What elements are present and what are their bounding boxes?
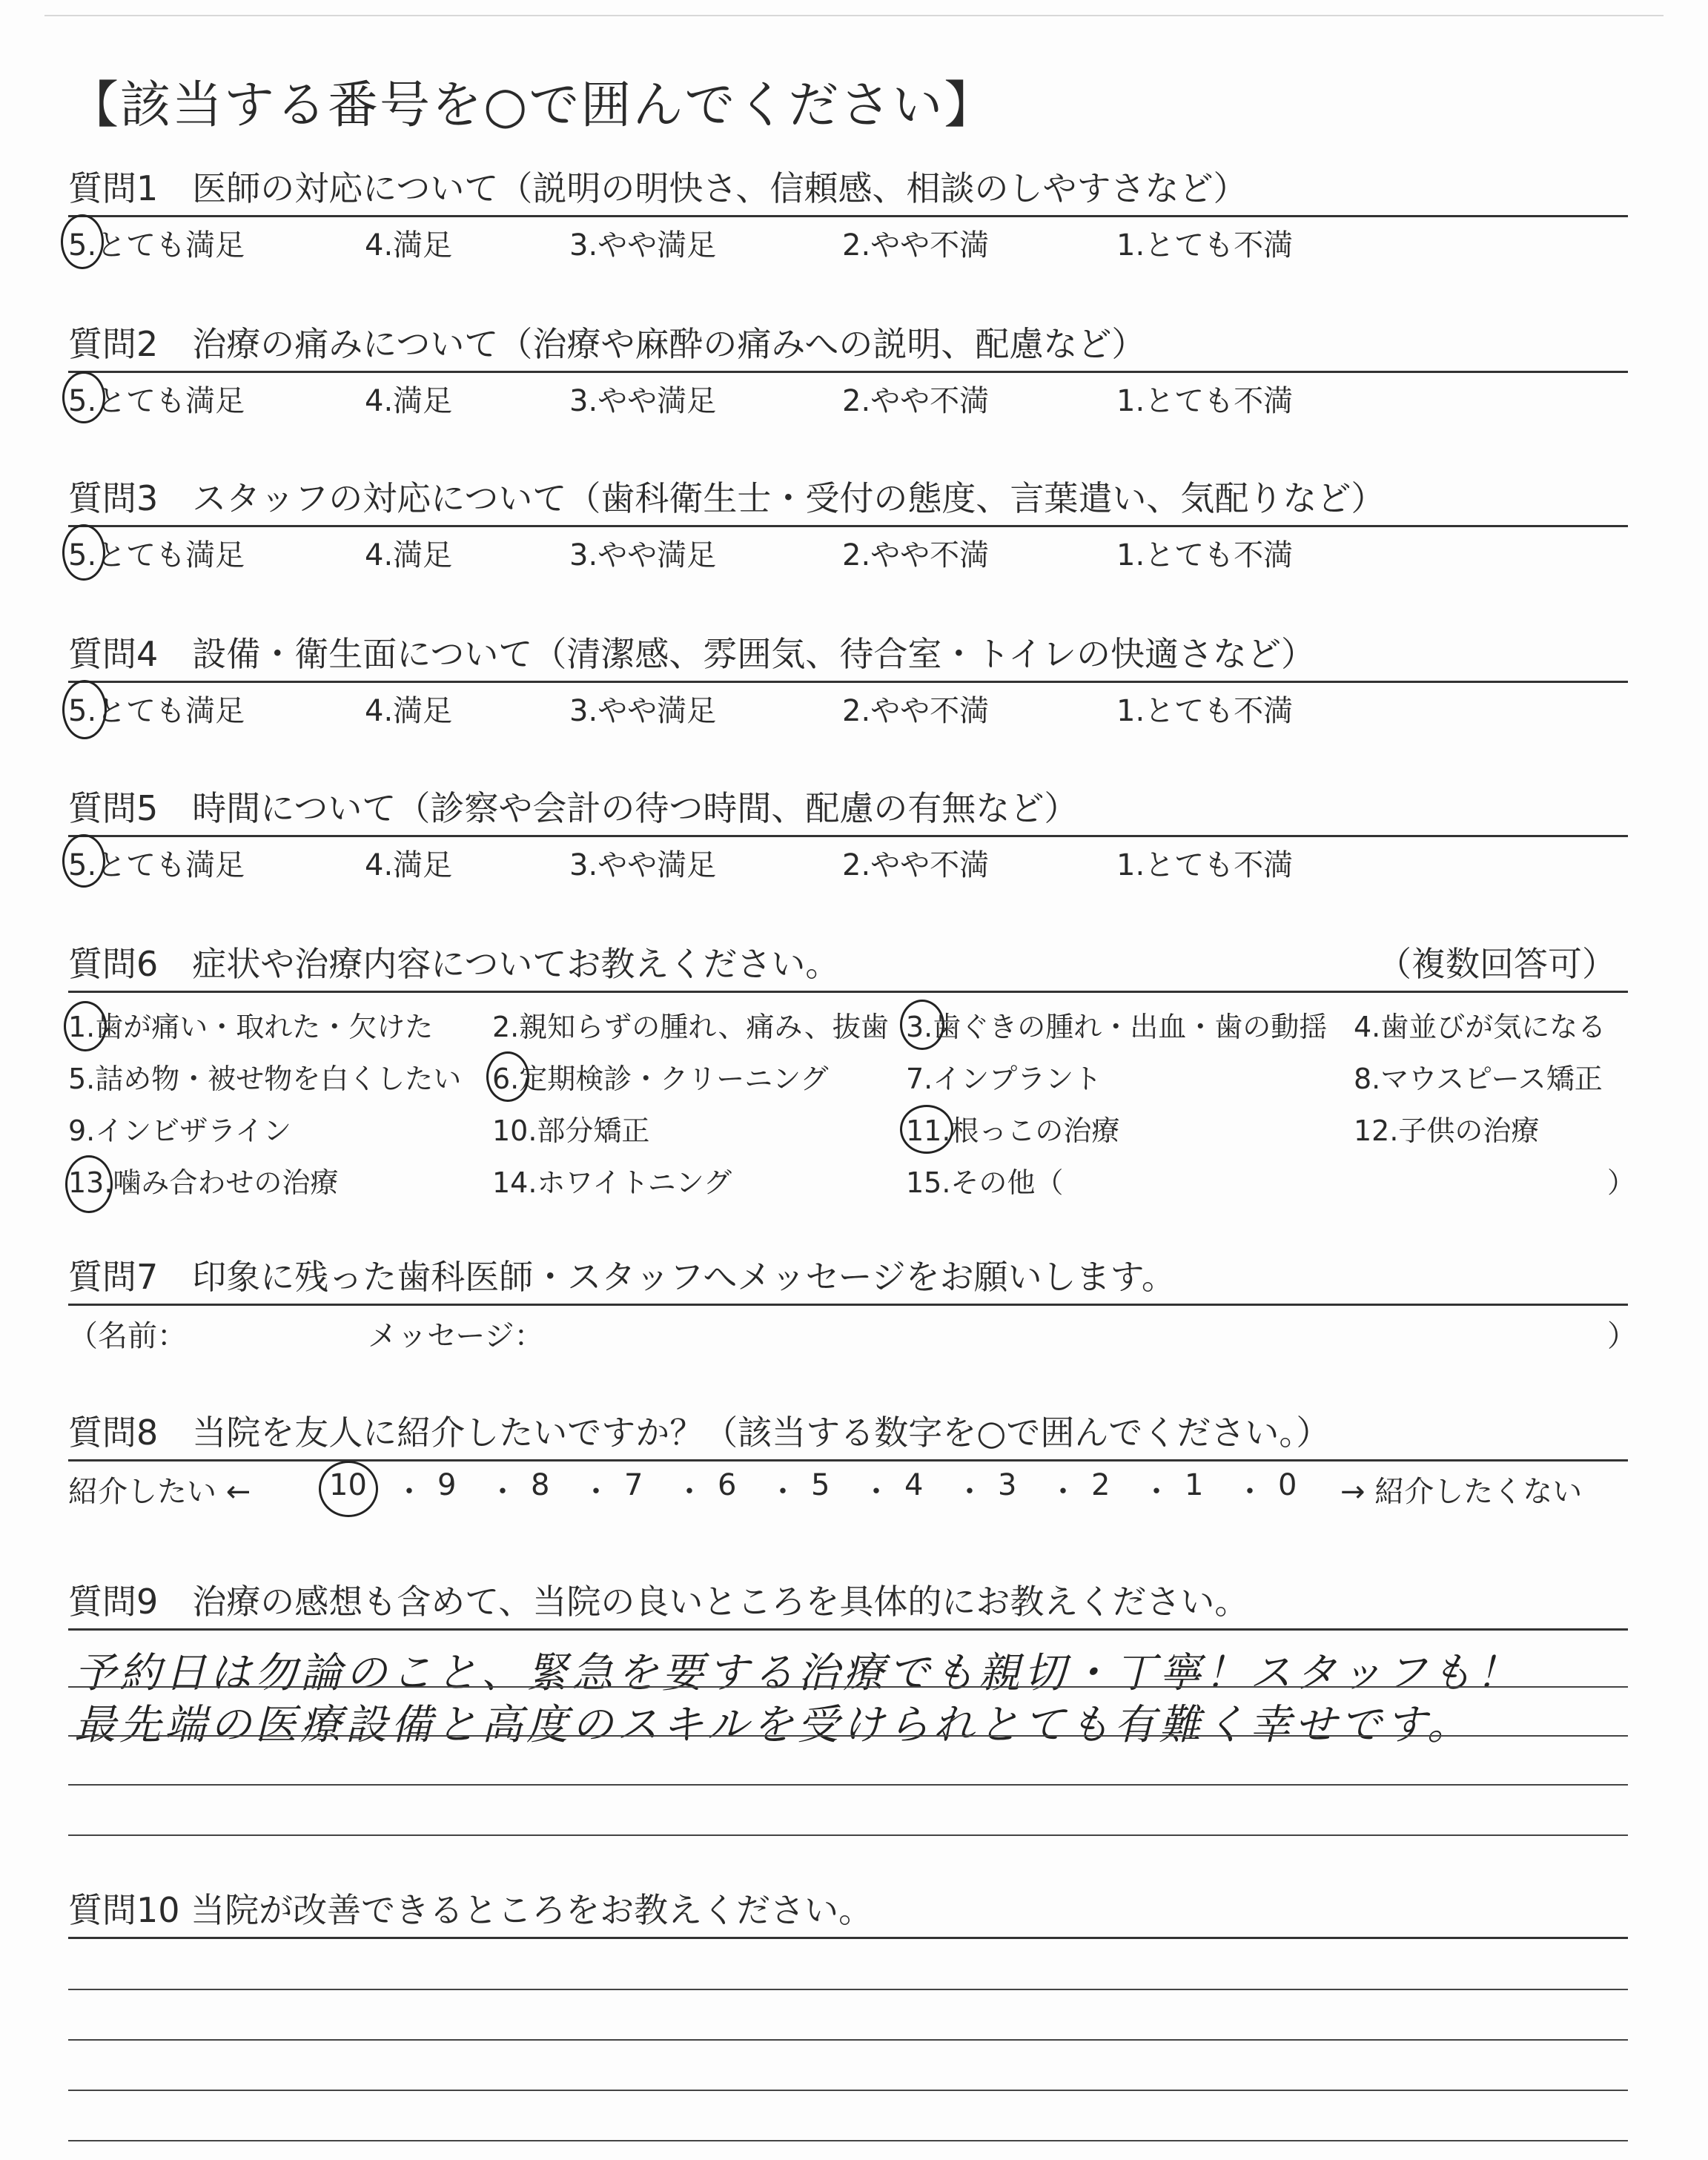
symptom-4[interactable]: 4.歯並びが気になる — [1354, 1011, 1606, 1043]
option-1[interactable]: 1.とても不満 — [1116, 848, 1294, 882]
selection-circle-3 — [900, 1000, 944, 1050]
scale-left-label: 紹介したい ← — [68, 1475, 251, 1509]
question-1 — [68, 162, 1628, 268]
symptom-15-closing-paren: ） — [1607, 1166, 1636, 1199]
scale-value-4[interactable]: 4 — [904, 1468, 924, 1502]
answer-line — [68, 1686, 1628, 1688]
scale-value-9[interactable]: 9 — [437, 1468, 457, 1502]
question-5 — [68, 782, 1628, 888]
symptom-11[interactable]: 11.根っこの治療 — [906, 1114, 1120, 1147]
question-7-rule — [68, 1304, 1628, 1306]
question-9-rule — [68, 1628, 1628, 1631]
option-5[interactable]: 5.とても満足 — [68, 538, 245, 572]
question-10-title: 質問10 当院が改善できるところをお教えください。 — [68, 1890, 873, 1930]
answer-line — [68, 2039, 1628, 2041]
question-8 — [68, 1406, 1628, 1462]
selection-circle-13 — [65, 1155, 113, 1213]
question-6-title-text: 質問6 症状や治療内容についてお教えください。 — [68, 944, 840, 984]
symptom-13[interactable]: 13.噛み合わせの治療 — [68, 1166, 339, 1199]
option-1[interactable]: 1.とても不満 — [1116, 228, 1294, 262]
question-5-title: 質問5 時間について（診察や会計の待つ時間、配慮の有無など） — [68, 788, 1079, 828]
scale-separator: ・ — [1235, 1475, 1265, 1509]
question-10 — [68, 1883, 1628, 1939]
question-9 — [68, 1575, 1628, 1631]
question-5-options — [68, 837, 1628, 888]
scale-value-8[interactable]: 8 — [531, 1468, 550, 1502]
question-2-title: 質問2 治療の痛みについて（治療や麻酔の痛みへの説明、配慮など） — [68, 324, 1146, 364]
option-4[interactable]: 4.満足 — [365, 228, 453, 262]
selection-circle — [62, 524, 105, 581]
option-1[interactable]: 1.とても不満 — [1116, 538, 1294, 572]
option-2[interactable]: 2.やや不満 — [842, 848, 990, 882]
scale-separator: ・ — [1048, 1475, 1078, 1509]
selection-circle-10 — [319, 1461, 378, 1517]
option-3[interactable]: 3.やや満足 — [569, 538, 717, 572]
question-8-title: 質問8 当院を友人に紹介したいですか？（該当する数字を○で囲んでください。） — [68, 1413, 1331, 1453]
answer-line — [68, 1735, 1628, 1737]
form-title: 【該当する番号を○で囲んでください】 — [68, 76, 996, 135]
question-7-title: 質問7 印象に残った歯科医師・スタッフへメッセージをお願いします。 — [68, 1257, 1176, 1297]
symptom-10[interactable]: 10.部分矯正 — [492, 1114, 650, 1147]
option-3[interactable]: 3.やや満足 — [569, 694, 717, 728]
question-9-title: 質問9 治療の感想も含めて、当院の良いところを具体的にお教えください。 — [68, 1582, 1249, 1622]
selection-circle-6 — [486, 1051, 529, 1102]
question-1-title: 質問1 医師の対応について（説明の明快さ、信頼感、相談のしやすさなど） — [68, 168, 1248, 208]
scale-right-label: → 紹介したくない — [1340, 1475, 1583, 1509]
symptom-2[interactable]: 2.親知らずの腫れ、痛み、抜歯 — [492, 1011, 889, 1043]
question-6-note: （複数回答可） — [1377, 944, 1616, 984]
question-8-rule — [68, 1459, 1628, 1462]
option-1[interactable]: 1.とても不満 — [1116, 384, 1294, 418]
message-closing-paren: ） — [1607, 1319, 1637, 1353]
symptom-7[interactable]: 7.インプラント — [906, 1063, 1102, 1095]
selection-circle — [61, 214, 104, 269]
scale-value-5[interactable]: 5 — [811, 1468, 830, 1502]
question-1-options — [68, 217, 1628, 268]
symptom-14[interactable]: 14.ホワイトニング — [492, 1166, 732, 1199]
question-2-options — [68, 373, 1628, 423]
option-2[interactable]: 2.やや不満 — [842, 694, 990, 728]
symptom-12[interactable]: 12.子供の治療 — [1354, 1114, 1540, 1147]
scale-value-0[interactable]: 0 — [1278, 1468, 1297, 1502]
question-6-title — [68, 937, 1628, 991]
selection-circle-11 — [900, 1105, 953, 1154]
question-3 — [68, 472, 1628, 578]
option-3[interactable]: 3.やや満足 — [569, 228, 717, 262]
option-2[interactable]: 2.やや不満 — [842, 538, 990, 572]
option-4[interactable]: 4.満足 — [365, 848, 453, 882]
option-3[interactable]: 3.やや満足 — [569, 848, 717, 882]
selection-circle-1 — [64, 1001, 107, 1051]
scale-value-6[interactable]: 6 — [718, 1468, 737, 1502]
scale-value-2[interactable]: 2 — [1091, 1468, 1110, 1502]
option-4[interactable]: 4.満足 — [365, 694, 453, 728]
symptom-5[interactable]: 5.詰め物・被せ物を白くしたい — [68, 1063, 462, 1095]
question-6 — [68, 937, 1628, 993]
scale-separator: ・ — [581, 1475, 611, 1509]
option-2[interactable]: 2.やや不満 — [842, 228, 990, 262]
scale-separator: ・ — [1142, 1475, 1171, 1509]
scale-separator: ・ — [768, 1475, 798, 1509]
question-4 — [68, 627, 1628, 733]
scale-separator: ・ — [675, 1475, 704, 1509]
scale-separator: ・ — [861, 1475, 891, 1509]
option-1[interactable]: 1.とても不満 — [1116, 694, 1294, 728]
option-5[interactable]: 5.とても満足 — [68, 848, 245, 882]
top-edge-line — [44, 15, 1664, 16]
answer-line — [68, 1989, 1628, 1990]
selection-circle — [62, 680, 107, 739]
answer-line — [68, 1784, 1628, 1786]
symptom-1[interactable]: 1.歯が痛い・取れた・欠けた — [68, 1011, 434, 1043]
scale-separator: ・ — [394, 1475, 424, 1509]
question-7 — [68, 1250, 1628, 1306]
symptom-3[interactable]: 3.歯ぐきの腫れ・出血・歯の動揺 — [906, 1011, 1328, 1043]
selection-circle — [62, 371, 105, 423]
handwritten-answer-line-2: 最先端の医療設備と高度のスキルを受けられとても有難く幸せです。 — [74, 1701, 1472, 1749]
scale-value-10[interactable]: 10 — [329, 1468, 367, 1502]
scale-value-7[interactable]: 7 — [624, 1468, 643, 1502]
symptom-9[interactable]: 9.インビザライン — [68, 1114, 292, 1147]
option-5[interactable]: 5.とても満足 — [68, 694, 245, 728]
scale-value-1[interactable]: 1 — [1185, 1468, 1204, 1502]
scale-value-3[interactable]: 3 — [998, 1468, 1017, 1502]
option-2[interactable]: 2.やや不満 — [842, 384, 990, 418]
scale-separator: ・ — [488, 1475, 517, 1509]
symptom-15[interactable]: 15.その他（ — [906, 1166, 1064, 1199]
name-label: （名前： — [68, 1319, 187, 1353]
question-4-options — [68, 683, 1628, 733]
selection-circle — [62, 834, 105, 888]
question-3-title: 質問3 スタッフの対応について（歯科衛生士・受付の態度、言葉遣い、気配りなど） — [68, 478, 1386, 518]
option-4[interactable]: 4.満足 — [365, 538, 453, 572]
question-6-rule — [68, 991, 1628, 993]
message-label: メッセージ： — [368, 1319, 544, 1353]
scale-separator: ・ — [955, 1475, 984, 1509]
symptom-6[interactable]: 6.定期検診・クリーニング — [492, 1063, 829, 1095]
answer-line — [68, 2140, 1628, 2141]
handwritten-answer-line-1: 予約日は勿論のこと、緊急を要する治療でも親切・丁寧！スタッフも！ — [74, 1649, 1521, 1697]
symptom-8[interactable]: 8.マウスピース矯正 — [1354, 1063, 1603, 1095]
referral-scale — [68, 1468, 1628, 1513]
answer-line — [68, 1834, 1628, 1836]
question-2 — [68, 317, 1628, 423]
option-3[interactable]: 3.やや満足 — [569, 384, 717, 418]
question-4-title: 質問4 設備・衛生面について（清潔感、雰囲気、待合室・トイレの快適さなど） — [68, 634, 1316, 674]
option-5[interactable]: 5.とても満足 — [68, 228, 245, 262]
question-10-rule — [68, 1937, 1628, 1939]
answer-line — [68, 2090, 1628, 2091]
option-4[interactable]: 4.満足 — [365, 384, 453, 418]
option-5[interactable]: 5.とても満足 — [68, 384, 245, 418]
question-3-options — [68, 527, 1628, 578]
